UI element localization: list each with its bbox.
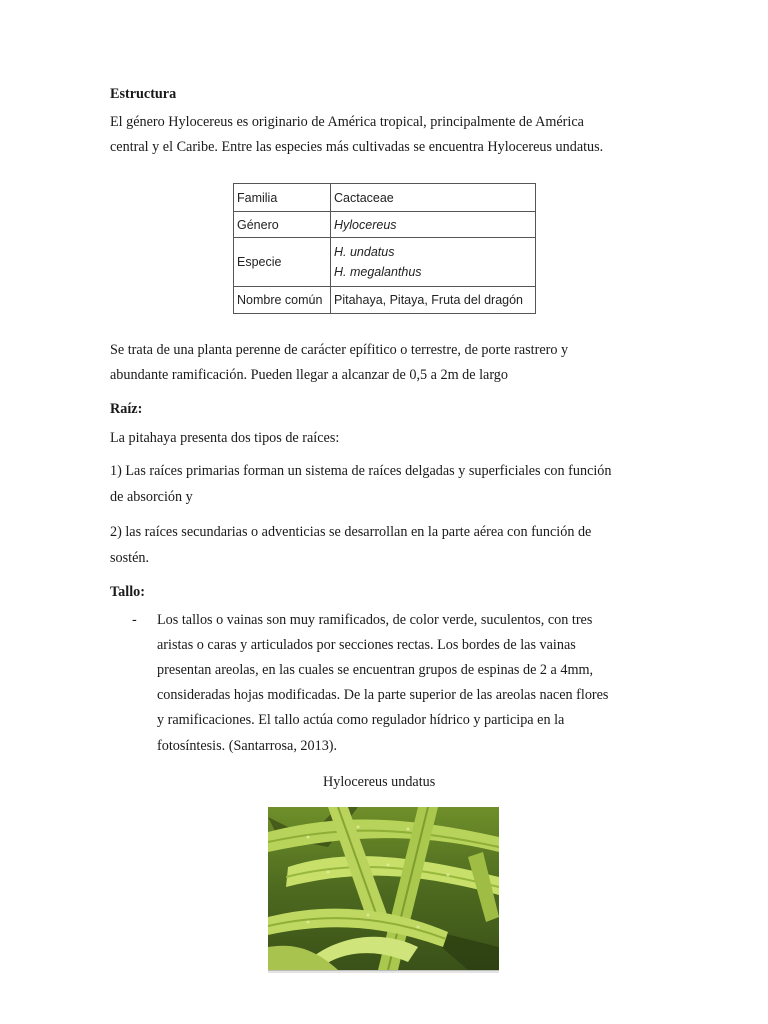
table-value-cell bbox=[331, 238, 536, 287]
list-bullet: - bbox=[132, 612, 137, 628]
figure-caption: Hylocereus undatus bbox=[323, 774, 436, 790]
cactus-photo bbox=[268, 807, 499, 971]
paragraph-line: sostén. bbox=[110, 550, 150, 566]
table-key-cell: Género bbox=[234, 212, 331, 238]
table-key-cell: Nombre común bbox=[234, 287, 331, 314]
list-item-line: consideradas hojas modificadas. De la parte superior de las areolas nacen flores bbox=[157, 687, 609, 703]
paragraph-line: 1) Las raíces primarias forman un sistema de raíces delgadas y superficiales con función bbox=[110, 463, 612, 479]
heading-estructura: Estructura bbox=[110, 86, 177, 102]
paragraph-line: Se trata de una planta perenne de carácter epífitico o terrestre, de porte rastrero y bbox=[110, 342, 569, 358]
table-key-cell: Familia bbox=[234, 184, 331, 212]
table-value-cell: Pitahaya, Pitaya, Fruta del dragón bbox=[331, 287, 536, 314]
table-row bbox=[234, 212, 536, 238]
table-row bbox=[234, 238, 536, 287]
list-item-line: aristas o caras y articulados por secciones rectas. Los bordes de las vainas bbox=[157, 637, 576, 653]
paragraph-line: central y el Caribe. Entre las especies más cultivadas se encuentra Hylocereus undatus. bbox=[110, 139, 604, 155]
paragraph-line: de absorción y bbox=[110, 489, 193, 505]
paragraph-line: 2) las raíces secundarias o adventicias se desarrollan en la parte aérea con función de bbox=[110, 524, 592, 540]
table-key-cell: Especie bbox=[234, 238, 331, 287]
paragraph-line: La pitahaya presenta dos tipos de raíces: bbox=[110, 430, 340, 446]
heading-raiz: Raíz: bbox=[110, 401, 143, 417]
paragraph-line: abundante ramificación. Pueden llegar a alcanzar de 0,5 a 2m de largo bbox=[110, 367, 508, 383]
table-row bbox=[234, 184, 536, 212]
list-item-line: fotosíntesis. (Santarrosa, 2013). bbox=[157, 738, 338, 754]
heading-tallo: Tallo: bbox=[110, 584, 145, 600]
table-row bbox=[234, 287, 536, 314]
species-name: H. megalanthus bbox=[334, 265, 422, 279]
paragraph-line: El género Hylocereus es originario de América tropical, principalmente de América bbox=[110, 114, 584, 130]
table-value-cell: Cactaceae bbox=[331, 184, 536, 212]
list-item-line: y ramificaciones. El tallo actúa como regulador hídrico y participa en la bbox=[157, 712, 565, 728]
taxonomy-table bbox=[233, 183, 536, 314]
list-item-line: presentan areolas, en las cuales se encuentran grupos de espinas de 2 a 4mm, bbox=[157, 662, 594, 678]
list-item-line: Los tallos o vainas son muy ramificados, de color verde, suculentos, con tres bbox=[157, 612, 593, 628]
species-name: H. undatus bbox=[334, 245, 395, 259]
table-value-cell: Hylocereus bbox=[331, 212, 536, 238]
